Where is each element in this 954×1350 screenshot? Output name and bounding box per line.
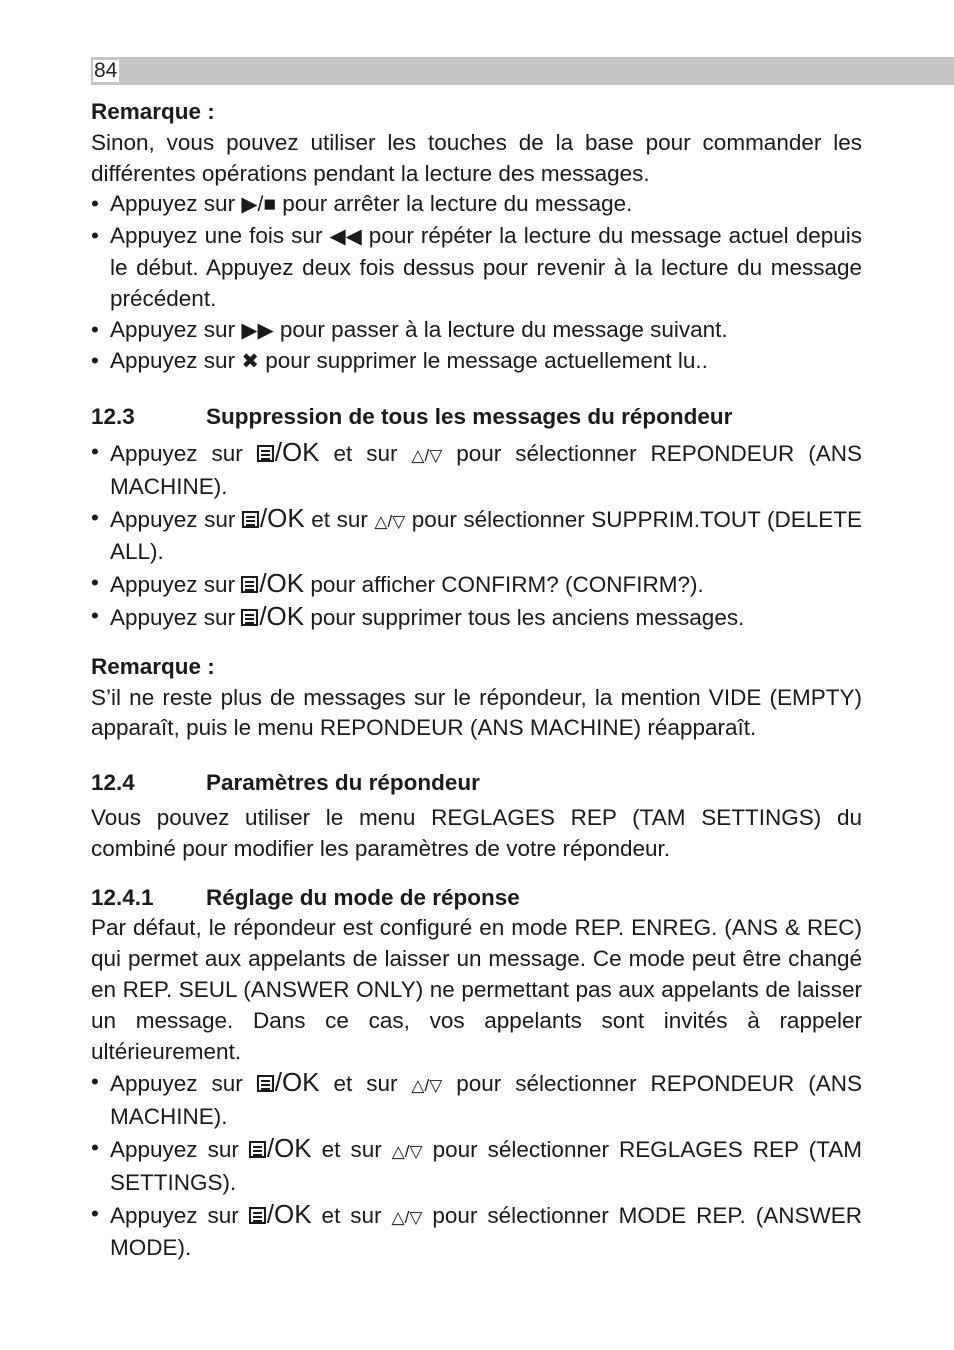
section-text: Vous pouvez utiliser le menu REGLAGES REP (TAM SETTINGS) du combiné pour modifier les paramètres de votre répondeur. bbox=[91, 804, 862, 861]
bullet-text: Appuyez sur bbox=[110, 440, 257, 466]
list-item bbox=[91, 1133, 862, 1199]
bullet-text: pour sélectionner REPONDEUR (ANS MACHINE). bbox=[110, 1071, 862, 1130]
page-content bbox=[91, 97, 862, 1264]
bullet-text: Appuyez sur bbox=[110, 1136, 249, 1162]
rewind-icon: ◀◀ bbox=[329, 225, 362, 249]
answer-mode-steps bbox=[91, 1067, 862, 1264]
bullet-text: pour sélectionner REGLAGES REP (TAM SETTINGS). bbox=[110, 1136, 862, 1195]
list-item bbox=[91, 346, 862, 378]
menu-ok-icon: /OK bbox=[249, 1133, 312, 1164]
menu-ok-icon: /OK bbox=[241, 568, 304, 599]
section-number: 12.3 bbox=[91, 404, 135, 430]
bullet-text: Appuyez sur bbox=[110, 506, 242, 532]
bullet-text: et sur bbox=[311, 1202, 392, 1228]
list-item bbox=[91, 568, 862, 601]
bullet-text: Appuyez sur bbox=[110, 604, 242, 630]
menu-ok-icon: /OK bbox=[241, 601, 304, 632]
section-title: Suppression de tous les messages du répondeur bbox=[206, 404, 733, 430]
section-heading bbox=[91, 402, 862, 433]
section-title: Paramètres du répondeur bbox=[206, 770, 480, 796]
menu-ok-icon: /OK bbox=[242, 503, 305, 534]
section-heading bbox=[91, 768, 862, 799]
bullet-text: Appuyez sur bbox=[110, 316, 242, 342]
list-item bbox=[91, 1067, 862, 1133]
bullet-text: et sur bbox=[319, 1071, 412, 1097]
bullet-text: Appuyez sur bbox=[110, 191, 242, 217]
up-down-icon: △/▽ bbox=[391, 1207, 423, 1227]
list-item bbox=[91, 503, 862, 569]
list-item bbox=[91, 315, 862, 347]
menu-ok-icon: /OK bbox=[257, 437, 320, 468]
play-stop-icon: ▶/■ bbox=[241, 193, 276, 217]
subsection-heading bbox=[91, 883, 862, 914]
bullet-text: Appuyez sur bbox=[110, 1202, 249, 1228]
bullet-text: et sur bbox=[304, 506, 375, 532]
section-number: 12.4.1 bbox=[91, 884, 154, 910]
bullet-text: et sur bbox=[319, 440, 412, 466]
list-item bbox=[91, 601, 862, 634]
list-item bbox=[91, 189, 862, 221]
bullet-text: Appuyez sur bbox=[110, 348, 242, 374]
note-label: Remarque : bbox=[91, 653, 215, 679]
note-text: S’il ne reste plus de messages sur le répondeur, la mention VIDE (EMPTY) apparaît, puis le menu REPONDEUR (ANS MACHINE) réapparaît. bbox=[91, 684, 862, 741]
note-intro: Sinon, vous pouvez utiliser les touches de la base pour commander les différentes opérations pendant la lecture des messages. bbox=[91, 129, 862, 186]
list-item bbox=[91, 1199, 862, 1265]
bullet-text: Appuyez sur bbox=[110, 572, 242, 598]
up-down-icon: △/▽ bbox=[391, 1141, 423, 1161]
section-title: Réglage du mode de réponse bbox=[206, 884, 520, 910]
up-down-icon: △/▽ bbox=[374, 511, 406, 531]
note-label: Remarque : bbox=[91, 99, 215, 124]
bullet-text: pour supprimer le message actuellement lu.. bbox=[258, 348, 708, 374]
bullet-text: pour arrêter la lecture du message. bbox=[276, 191, 633, 217]
bullet-text: et sur bbox=[311, 1136, 392, 1162]
list-item bbox=[91, 221, 862, 314]
fast-forward-icon: ▶▶ bbox=[241, 318, 274, 342]
list-item bbox=[91, 437, 862, 503]
header-bar bbox=[91, 57, 954, 85]
section-number: 12.4 bbox=[91, 770, 135, 796]
bullet-text: pour sélectionner REPONDEUR (ANS MACHINE). bbox=[110, 440, 862, 499]
section-text: Par défaut, le répondeur est configuré en mode REP. ENREG. (ANS & REC) qui permet aux appelants de laisser un message. Ce mode peut être changé en REP. SEUL (ANSWER ONLY) ne permettant pas aux appelants de laisser un message. Dans ce cas, vos appelants sont invités à rappeler ultérieurement. bbox=[91, 915, 862, 1064]
up-down-icon: △/▽ bbox=[411, 445, 443, 465]
bullet-text: pour supprimer tous les anciens messages. bbox=[304, 604, 745, 630]
bullet-text: pour sélectionner SUPPRIM.TOUT (DELETE ALL). bbox=[110, 506, 862, 565]
bullet-text: Appuyez sur bbox=[110, 1071, 257, 1097]
up-down-icon: △/▽ bbox=[411, 1076, 443, 1096]
bullet-text: pour passer à la lecture du message suivant. bbox=[273, 316, 728, 342]
bullet-text: pour répéter la lecture du message actuel depuis le début. Appuyez deux fois dessus pour revenir à la lecture du message précédent. bbox=[110, 223, 862, 311]
bullet-text: pour afficher CONFIRM? (CONFIRM?). bbox=[304, 572, 704, 598]
menu-ok-icon: /OK bbox=[249, 1199, 312, 1230]
bullet-text: Appuyez une fois sur bbox=[110, 223, 330, 249]
bullet-text: pour sélectionner MODE REP. (ANSWER MODE). bbox=[110, 1202, 862, 1261]
delete-all-steps bbox=[91, 437, 862, 634]
base-keys-list bbox=[91, 189, 862, 378]
delete-icon: ✖ bbox=[241, 350, 259, 374]
menu-ok-icon: /OK bbox=[257, 1067, 320, 1098]
page-number: 84 bbox=[94, 59, 118, 82]
